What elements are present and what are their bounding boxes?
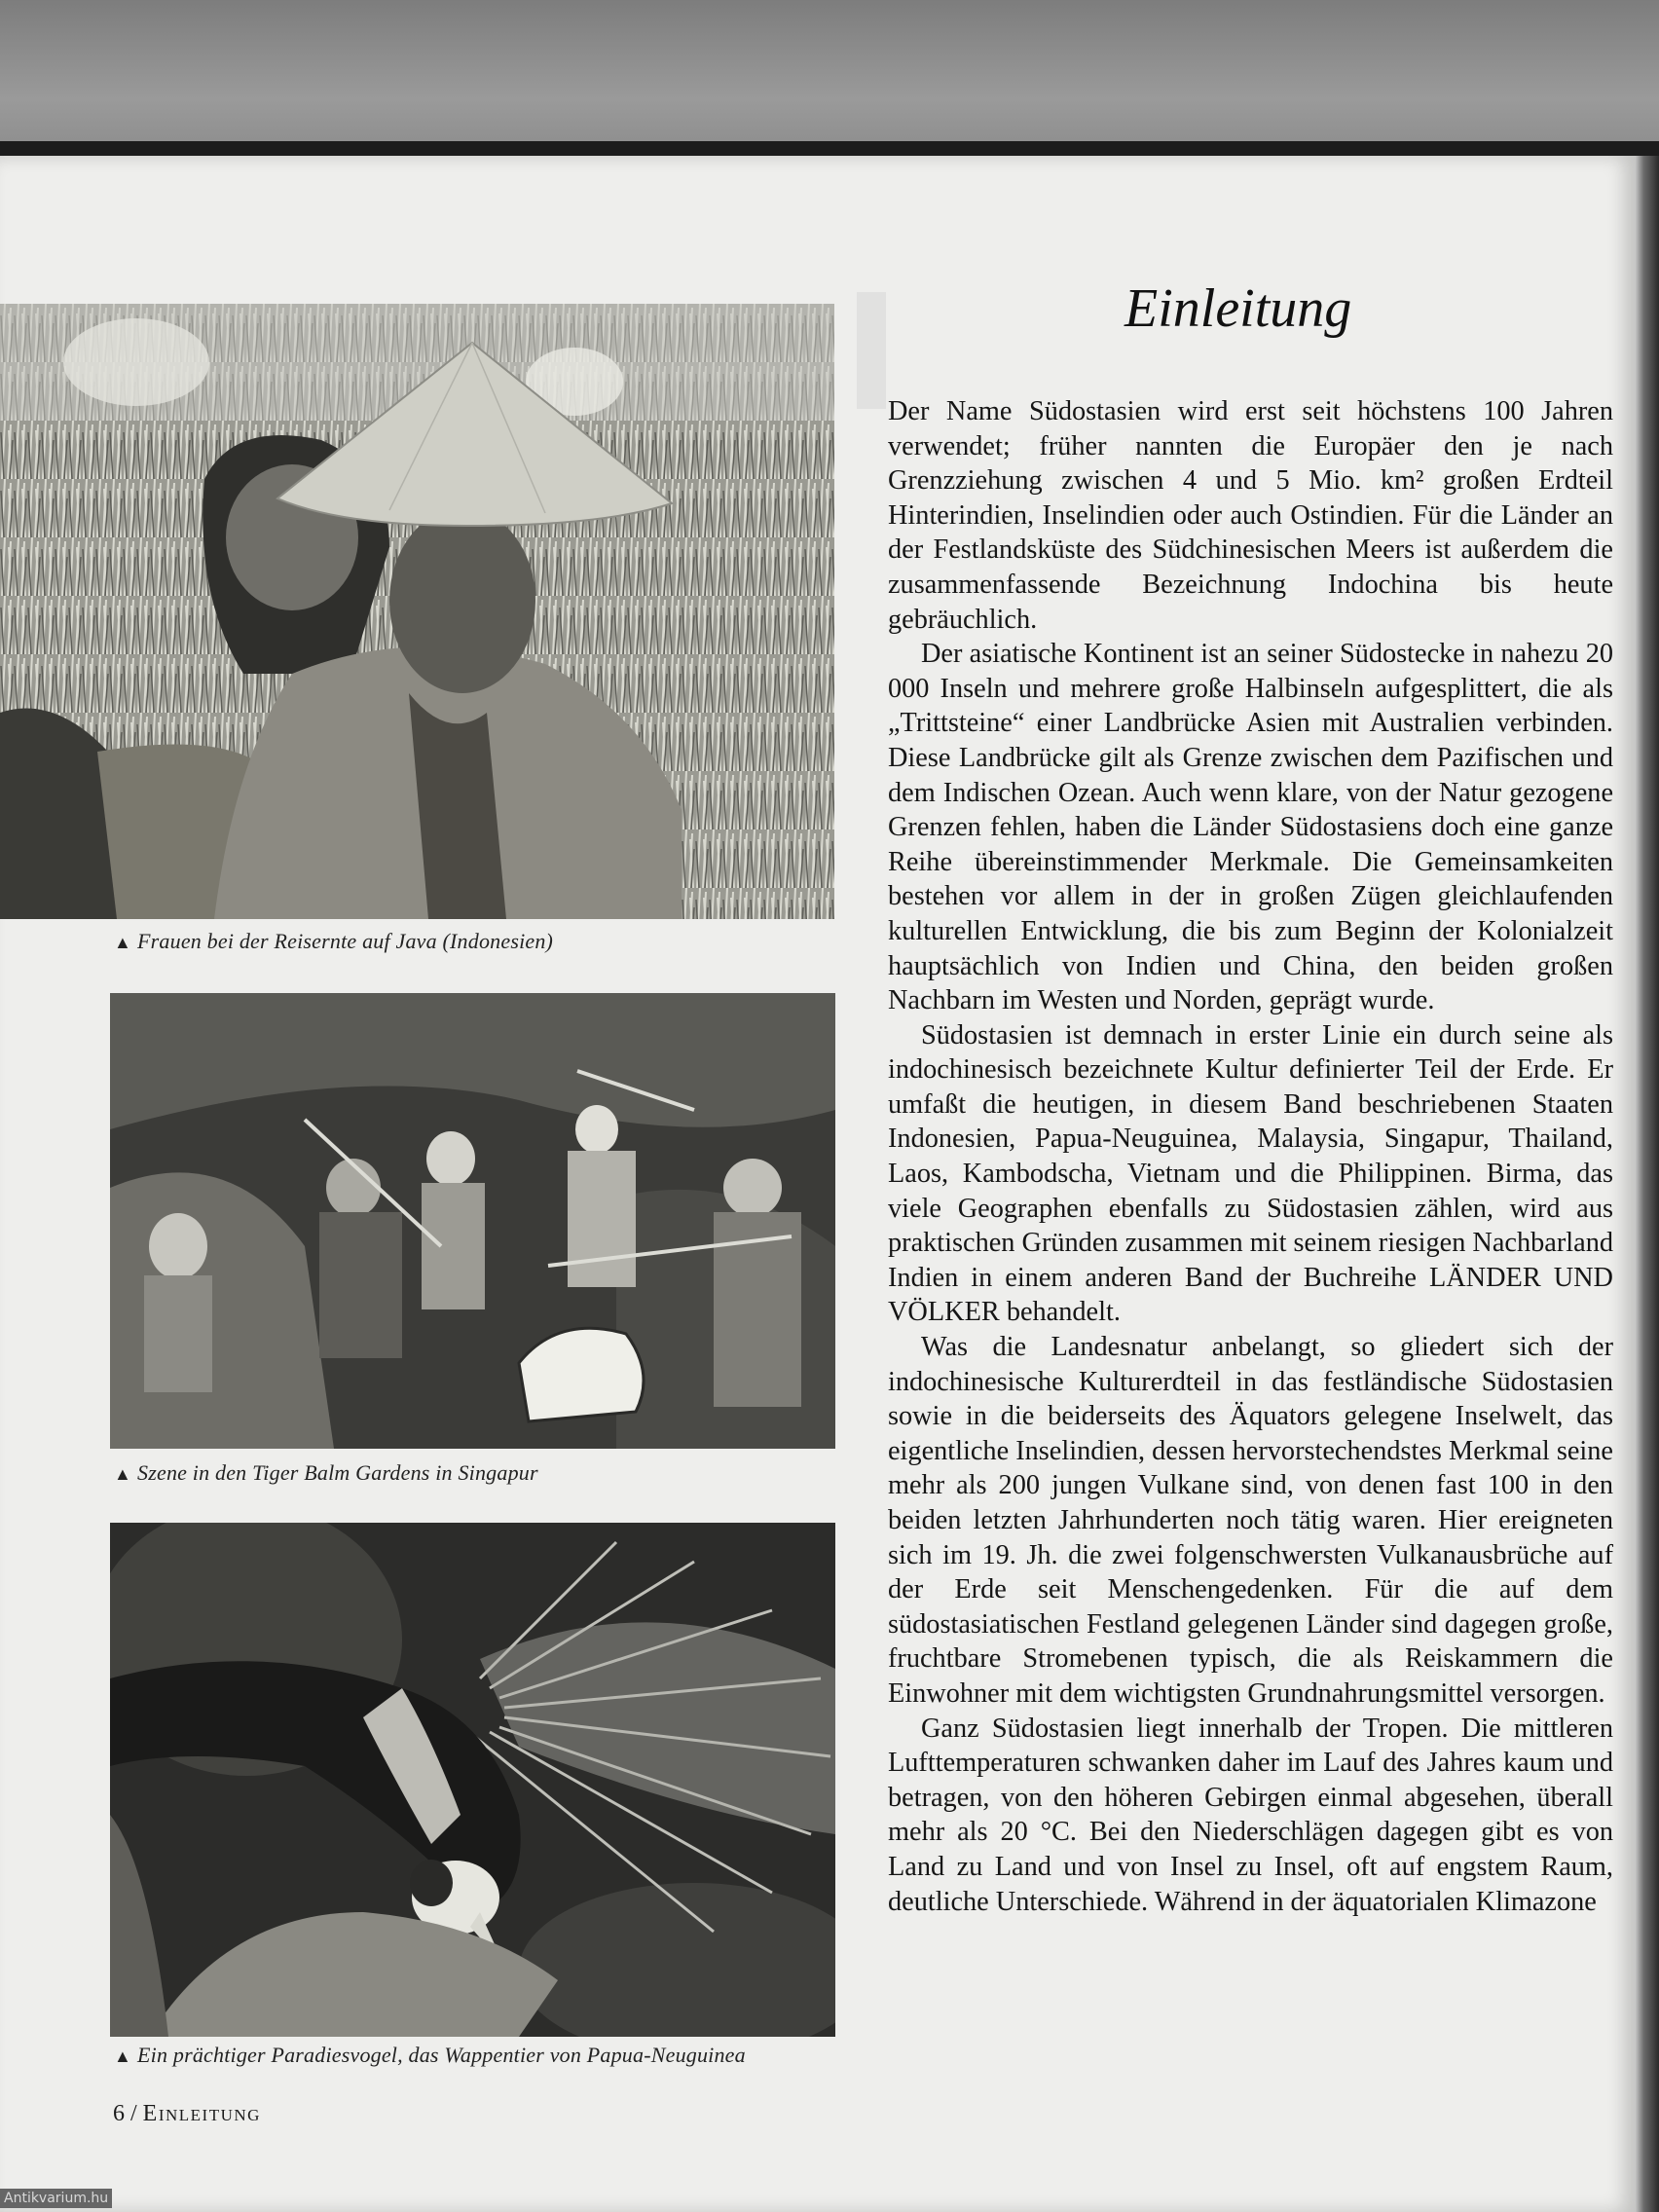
photo-bird-of-paradise <box>110 1523 835 2037</box>
caption-marker: ▲ <box>114 2046 132 2066</box>
page-number: 6 / <box>113 2101 137 2126</box>
paragraph: Südostasien ist demnach in erster Linie ein durch seine als indochinesisch bezeichnete Kultur definierter Teil der Erde. Er umfaßt die heutigen, in diesem Band beschriebenen Staaten Indonesien, Papua-Neuguinea, Malaysia, Singapur, Thailand, Laos, Kambodscha, Vietnam und die Philippinen. Birma, das viele Geographen ebenfalls zu Südostasien zählen, wird aus praktischen Gründen zusammen mit seinem riesigen Nachbarland Indien in einem anderen Band der Buchreihe LÄNDER UND VÖLKER behandelt. <box>888 1019 1613 1328</box>
paragraph: Was die Landesnatur anbelangt, so gliedert sich der indochinesische Kulturerdteil in das festländische Südostasien sowie in die beiderseits des Äquators gelegene Inselwelt, das eigentliche Inselindien, dessen hervorstechendstes Merkmal seine mehr als 200 jungen Vulkane sind, von denen fast 100 in den beiden letzten Jahrhunderten noch tätig waren. Hier ereigneten sich im 19. Jh. die zwei folgenschwersten Vulkanausbrüche auf der Erde seit Menschengedenken. Für die auf dem südostasiatischen Festland gelegenen Länder sind dagegen große, fruchtbare Stromebenen typisch, die als Reiskammern die Einwohner mit dem wichtigsten Grundnahrungsmittel versorgen. <box>888 1332 1613 1709</box>
paragraph: Der asiatische Kontinent ist an seiner Südostecke in nahezu 20 000 Inseln und mehrere große Halbinseln aufgesplittert, die als „Trittsteine“ einer Landbrücke Asien mit Australien verbinden. Diese Landbrücke gilt als Grenze zwischen dem Pazifischen und dem Indischen Ozean. Auch wenn klare, von der Natur gezogene Grenzen fehlen, haben die Länder Südostasiens doch eine ganze Reihe übereinstimmender Merkmale. Die Gemeinsamkeiten bestehen vor allem in der in großen Zügen gleichlaufenden kulturellen Entwicklung, die bis zum Beginn der Kolonialzeit hauptsächlich von Indien und China, den beiden großen Nachbarn im Westen und Norden, geprägt wurde. <box>888 639 1613 1016</box>
page-folio <box>113 2101 261 2127</box>
caption-photo-2: ▲ Szene in den Tiger Balm Gardens in Singapur <box>114 1460 538 1485</box>
body-text-column <box>888 394 1613 1919</box>
caption-marker: ▲ <box>114 933 132 952</box>
paragraph: Der Name Südostasien wird erst seit höchstens 100 Jahren verwendet; früher nannten die Europäer den je nach Grenzziehung zwischen 4 und 5 Mio. km² großen Erdteil Hinterindien, Inselindien oder auch Ostindien. Für die Länder an der Festlandsküste des Südchinesischen Meers ist außerdem die zusammenfassende Bezeichnung Indochina bis heute gebräuchlich. <box>888 396 1613 635</box>
running-section-title: Einleitung <box>142 2101 261 2126</box>
caption-photo-1: ▲ Frauen bei der Reisernte auf Java (Indonesien) <box>114 929 554 953</box>
page-heading: Einleitung <box>1124 278 1352 339</box>
caption-marker: ▲ <box>114 1464 132 1484</box>
paragraph: Ganz Südostasien liegt innerhalb der Tropen. Die mittleren Lufttemperaturen schwanken daher im Lauf des Jahres kaum und betragen, von den höheren Gebirgen einmal abgesehen, überall mehr als 20 °C. Bei den Niederschlägen dagegen gibt es von Land zu Land und von Insel zu Insel, oft auf engstem Raum, deutliche Unterschiede. Während in der äquatorialen Klimazone <box>888 1713 1613 1917</box>
page-gutter-shadow <box>1634 156 1659 2212</box>
caption-photo-3: ▲ Ein prächtiger Paradiesvogel, das Wappentier von Papua-Neuguinea <box>114 2043 746 2067</box>
watermark: Antikvarium.hu <box>0 2189 112 2208</box>
photo-tiger-balm-gardens <box>110 993 835 1449</box>
photo-rice-harvest <box>0 304 834 919</box>
opposite-page-bleedthrough <box>857 292 886 409</box>
